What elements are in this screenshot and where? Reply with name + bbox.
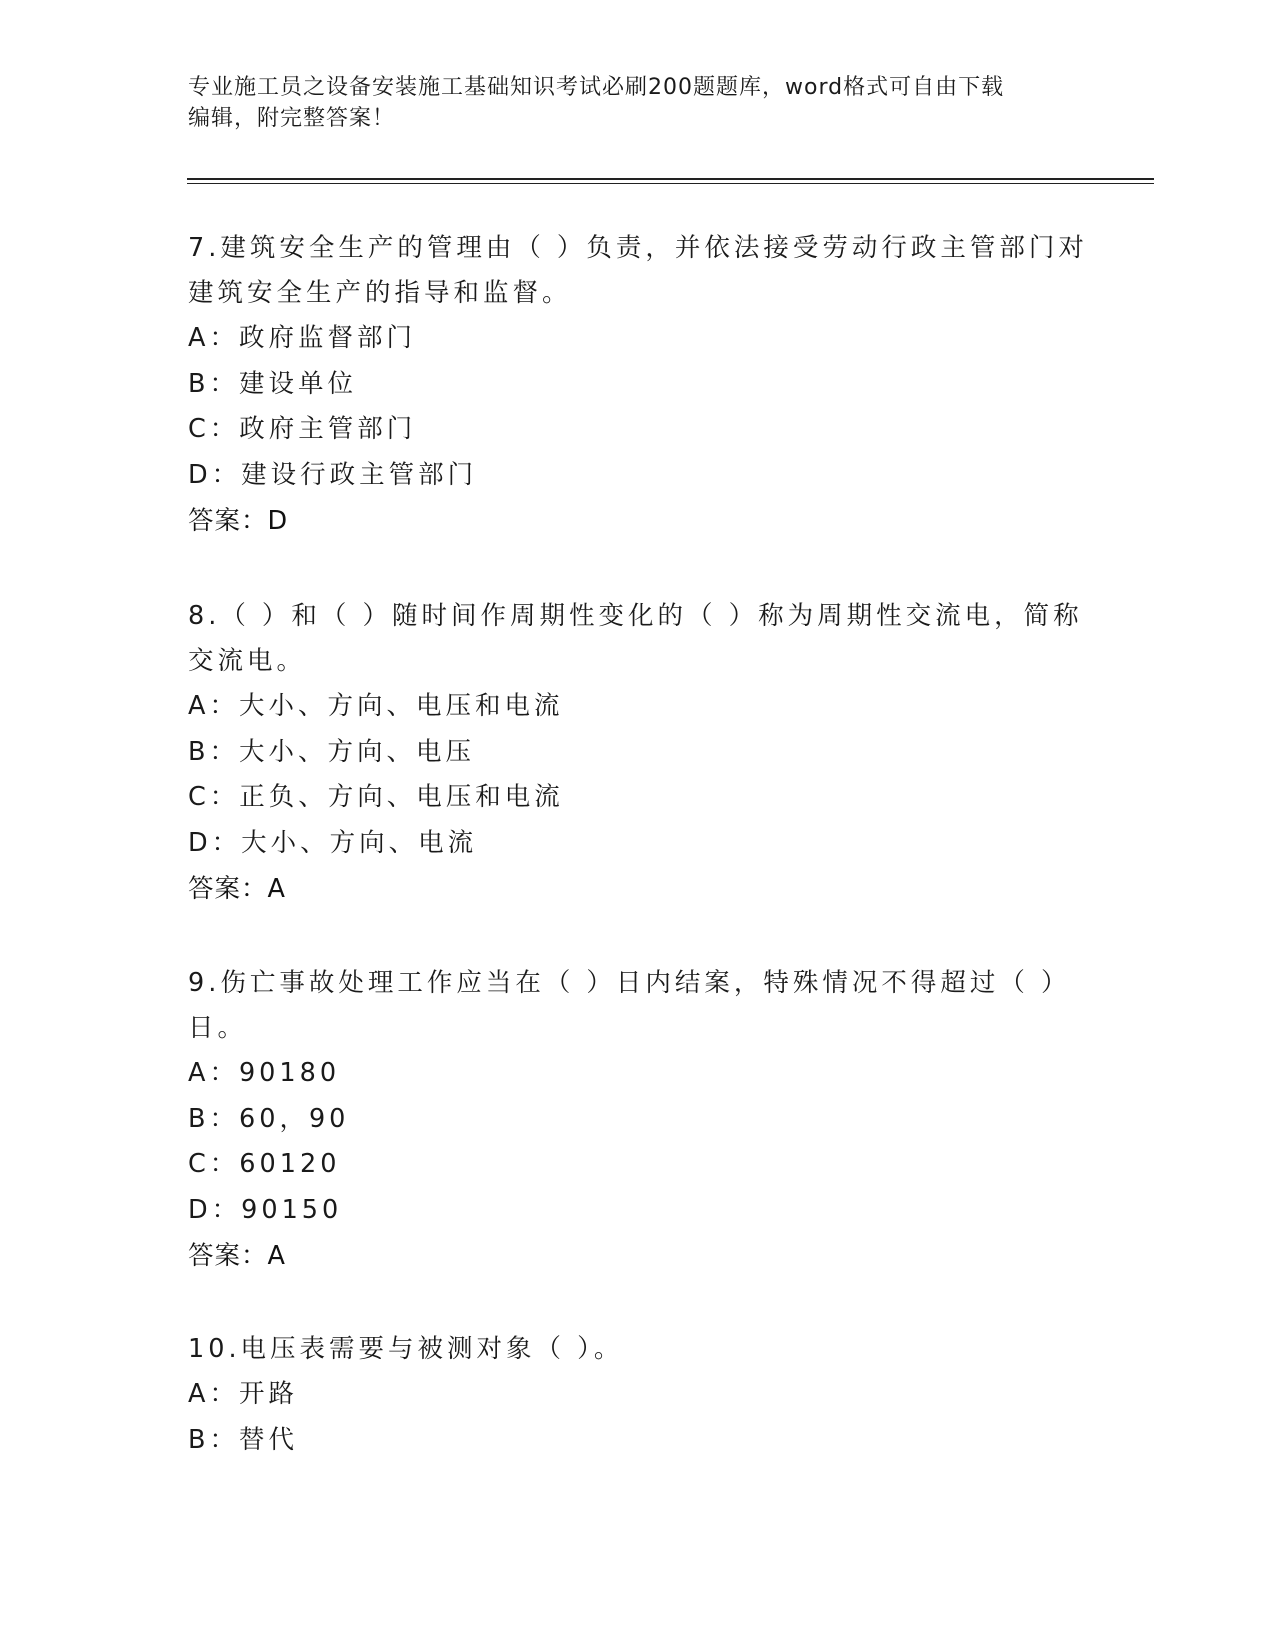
option-a: A：政府监督部门 <box>188 323 416 353</box>
question-7 <box>188 226 1088 544</box>
option-d: D：90150 <box>188 1194 343 1225</box>
question-stem-line: 日。 <box>188 1013 248 1043</box>
option-b: B：60，90 <box>188 1103 350 1134</box>
header-line-1: 专业施工员之设备安装施工基础知识考试必刷200题题库，word格式可自由下载 <box>188 75 1005 100</box>
option-d: D：建设行政主管部门 <box>188 459 478 490</box>
option-c: C：正负、方向、电压和电流 <box>188 782 564 812</box>
question-9 <box>188 961 1088 1279</box>
option-d: D：大小、方向、电流 <box>188 827 478 858</box>
question-stem-line: 8.（ ）和（ ）随时间作周期性变化的（ ）称为周期性交流电，简称 <box>188 601 1083 631</box>
option-c: C：政府主管部门 <box>188 414 417 444</box>
question-stem-line: 7.建筑安全生产的管理由（ ）负责，并依法接受劳动行政主管部门对 <box>188 233 1088 263</box>
option-b: B：大小、方向、电压 <box>188 736 475 767</box>
option-b: B：建设单位 <box>188 368 357 399</box>
document-header <box>188 72 1078 134</box>
option-b: B：替代 <box>188 1424 298 1455</box>
option-a: A：大小、方向、电压和电流 <box>188 691 564 721</box>
question-8 <box>188 594 1088 912</box>
option-a: A：开路 <box>188 1379 298 1409</box>
answer: 答案：A <box>188 874 286 904</box>
header-divider-thick <box>187 178 1154 180</box>
answer: 答案：A <box>188 1241 286 1271</box>
header-line-2: 编辑，附完整答案！ <box>188 106 396 131</box>
header-divider-thin <box>187 183 1154 184</box>
question-stem-line: 建筑安全生产的指导和监督。 <box>188 278 572 308</box>
question-10 <box>188 1327 1088 1463</box>
option-c: C：60120 <box>188 1149 341 1179</box>
option-a: A：90180 <box>188 1058 341 1088</box>
answer: 答案：D <box>188 506 289 536</box>
question-stem-line: 9.伤亡事故处理工作应当在（ ）日内结案，特殊情况不得超过（ ） <box>188 968 1071 998</box>
question-stem-line: 交流电。 <box>188 646 307 676</box>
question-stem-line: 10.电压表需要与被测对象（ ）。 <box>188 1334 624 1364</box>
